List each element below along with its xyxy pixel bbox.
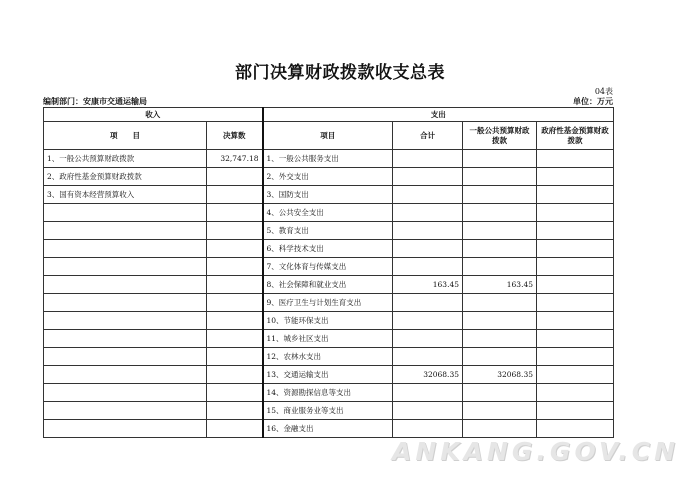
table-row [44, 240, 614, 258]
gov-fund-cell [537, 150, 614, 168]
income-item-cell [44, 240, 207, 258]
income-item-cell [44, 384, 207, 402]
table-row [44, 258, 614, 276]
expense-total-cell: 32068.35 [393, 366, 463, 384]
total-header: 合计 [393, 122, 463, 150]
expense-section-header: 支出 [263, 108, 614, 122]
expense-item-cell: 6、科学技术支出 [263, 240, 393, 258]
expense-item-header: 项目 [263, 122, 393, 150]
income-amount-cell [207, 294, 263, 312]
general-budget-cell: 32068.35 [463, 366, 537, 384]
general-budget-cell: 163.45 [463, 276, 537, 294]
table-row [44, 222, 614, 240]
income-amount-cell [207, 240, 263, 258]
income-amount-cell [207, 330, 263, 348]
expense-total-cell [393, 204, 463, 222]
table-row [44, 294, 614, 312]
general-budget-cell [463, 420, 537, 438]
general-budget-cell [463, 204, 537, 222]
table-row [44, 168, 614, 186]
general-budget-cell [463, 384, 537, 402]
income-item-cell [44, 222, 207, 240]
income-amount-cell: 32,747.18 [207, 150, 263, 168]
expense-item-cell: 4、公共安全支出 [263, 204, 393, 222]
gov-fund-cell [537, 348, 614, 366]
general-budget-cell [463, 348, 537, 366]
gov-fund-header: 政府性基金预算财政拨款 [537, 122, 614, 150]
table-row [44, 420, 614, 438]
expense-total-cell [393, 240, 463, 258]
table-row [44, 384, 614, 402]
income-item-cell [44, 402, 207, 420]
table-row [44, 276, 614, 294]
expense-total-cell: 163.45 [393, 276, 463, 294]
income-item-cell [44, 276, 207, 294]
revenue-expenditure-table [43, 107, 614, 438]
general-budget-cell [463, 294, 537, 312]
income-item-header: 项 目 [44, 122, 207, 150]
final-amount-header: 决算数 [207, 122, 263, 150]
gov-fund-cell [537, 330, 614, 348]
table-row [44, 348, 614, 366]
report-title: 部门决算财政拨款收支总表 [235, 63, 445, 83]
expense-item-cell: 1、一般公共服务支出 [263, 150, 393, 168]
gov-fund-cell [537, 420, 614, 438]
income-item-cell [44, 312, 207, 330]
general-budget-cell [463, 258, 537, 276]
gov-fund-cell [537, 294, 614, 312]
table-row [44, 186, 614, 204]
expense-total-cell [393, 312, 463, 330]
general-budget-cell [463, 150, 537, 168]
income-amount-cell [207, 222, 263, 240]
expense-item-cell: 16、金融支出 [263, 420, 393, 438]
gov-fund-cell [537, 402, 614, 420]
expense-total-cell [393, 402, 463, 420]
general-budget-cell [463, 222, 537, 240]
table-row [44, 366, 614, 384]
column-header-row [44, 122, 614, 150]
unit-label: 单位：万元 [573, 97, 613, 106]
gov-fund-cell [537, 276, 614, 294]
gov-fund-cell [537, 204, 614, 222]
expense-item-cell: 15、商业服务业等支出 [263, 402, 393, 420]
income-item-cell: 3、国有资本经营预算收入 [44, 186, 207, 204]
expense-item-cell: 2、外交支出 [263, 168, 393, 186]
general-budget-cell [463, 330, 537, 348]
general-budget-cell [463, 402, 537, 420]
table-number: 04表 [594, 87, 613, 96]
expense-total-cell [393, 168, 463, 186]
income-amount-cell [207, 186, 263, 204]
income-item-cell [44, 366, 207, 384]
income-item-cell [44, 204, 207, 222]
site-watermark: ANKANG.GOV.CN [392, 437, 680, 466]
expense-item-cell: 14、资源勘探信息等支出 [263, 384, 393, 402]
expense-item-cell: 12、农林水支出 [263, 348, 393, 366]
expense-total-cell [393, 420, 463, 438]
gov-fund-cell [537, 168, 614, 186]
income-item-cell [44, 348, 207, 366]
expense-item-cell: 5、教育支出 [263, 222, 393, 240]
section-header-row [44, 108, 614, 122]
income-item-cell: 2、政府性基金预算财政拨款 [44, 168, 207, 186]
income-item-cell [44, 294, 207, 312]
expense-total-cell [393, 186, 463, 204]
department-label: 编制部门：安康市交通运输局 [43, 97, 147, 106]
income-item-cell [44, 258, 207, 276]
expense-total-cell [393, 330, 463, 348]
gov-fund-cell [537, 366, 614, 384]
expense-item-cell: 7、文化体育与传媒支出 [263, 258, 393, 276]
gov-fund-cell [537, 384, 614, 402]
income-amount-cell [207, 204, 263, 222]
income-section-header: 收入 [44, 108, 263, 122]
expense-total-cell [393, 222, 463, 240]
general-budget-header: 一般公共预算财政拨款 [463, 122, 537, 150]
expense-total-cell [393, 348, 463, 366]
expense-total-cell [393, 384, 463, 402]
gov-fund-cell [537, 240, 614, 258]
table-row [44, 150, 614, 168]
gov-fund-cell [537, 222, 614, 240]
expense-item-cell: 13、交通运输支出 [263, 366, 393, 384]
expense-item-cell: 9、医疗卫生与计划生育支出 [263, 294, 393, 312]
income-amount-cell [207, 402, 263, 420]
income-item-cell: 1、一般公共预算财政拨款 [44, 150, 207, 168]
expense-item-cell: 3、国防支出 [263, 186, 393, 204]
income-amount-cell [207, 348, 263, 366]
expense-total-cell [393, 150, 463, 168]
general-budget-cell [463, 240, 537, 258]
table-row [44, 402, 614, 420]
table-row [44, 204, 614, 222]
expense-item-cell: 11、城乡社区支出 [263, 330, 393, 348]
expense-total-cell [393, 258, 463, 276]
income-amount-cell [207, 168, 263, 186]
income-amount-cell [207, 258, 263, 276]
gov-fund-cell [537, 186, 614, 204]
income-item-cell [44, 330, 207, 348]
expense-item-cell: 8、社会保障和就业支出 [263, 276, 393, 294]
income-amount-cell [207, 312, 263, 330]
gov-fund-cell [537, 312, 614, 330]
income-amount-cell [207, 384, 263, 402]
general-budget-cell [463, 186, 537, 204]
income-amount-cell [207, 366, 263, 384]
income-item-cell [44, 420, 207, 438]
table-row [44, 312, 614, 330]
general-budget-cell [463, 168, 537, 186]
expense-total-cell [393, 294, 463, 312]
income-amount-cell [207, 276, 263, 294]
table-row [44, 330, 614, 348]
expense-item-cell: 10、节能环保支出 [263, 312, 393, 330]
income-amount-cell [207, 420, 263, 438]
general-budget-cell [463, 312, 537, 330]
gov-fund-cell [537, 258, 614, 276]
